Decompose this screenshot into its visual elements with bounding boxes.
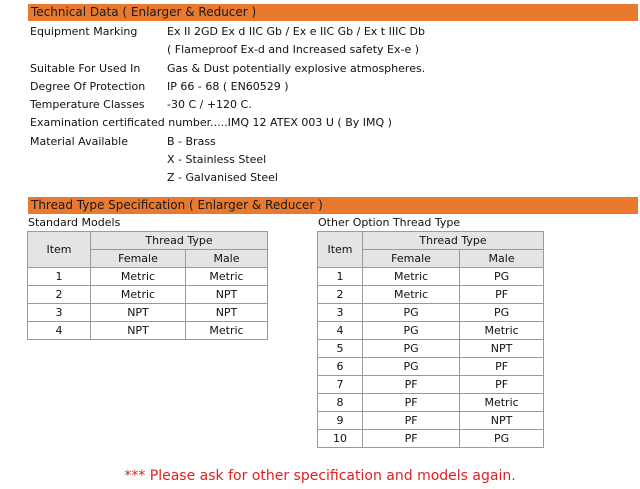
cell-item: 4 <box>318 322 363 340</box>
spec-row <box>30 41 630 59</box>
table-row <box>318 268 544 286</box>
other-option-caption: Other Option Thread Type <box>318 216 461 229</box>
cell-item: 7 <box>318 376 363 394</box>
spec-value: Ex II 2GD Ex d IIC Gb / Ex e IIC Gb / Ex t IIIC Db <box>167 25 425 38</box>
header-thread-type: Thread Type <box>91 232 268 250</box>
spec-value: ( Flameproof Ex-d and Increased safety Ex-e ) <box>167 43 420 57</box>
spec-row <box>30 151 630 169</box>
spec-value: -30 C / +120 C. <box>167 98 252 112</box>
cell-male: Metric <box>185 268 267 286</box>
table-row <box>318 394 544 412</box>
spec-label: Suitable For Used In <box>30 61 141 75</box>
cell-male: Metric <box>460 322 544 340</box>
cell-item: 1 <box>318 268 363 286</box>
thread-spec-banner: Thread Type Specification ( Enlarger & Reducer ) <box>28 197 638 214</box>
header-female: Female <box>363 250 460 268</box>
cell-item: 1 <box>28 268 91 286</box>
table-row <box>318 286 544 304</box>
spec-label: Degree Of Protection <box>30 79 146 93</box>
header-thread-type: Thread Type <box>363 232 544 250</box>
cell-male: NPT <box>460 412 544 430</box>
spec-row <box>30 114 630 132</box>
cell-female: PF <box>363 394 460 412</box>
cell-male: NPT <box>185 304 267 322</box>
table-row <box>28 286 268 304</box>
cell-male: Metric <box>460 394 544 412</box>
cell-female: Metric <box>363 286 460 304</box>
standard-models-caption: Standard Models <box>28 216 121 229</box>
spec-row <box>30 78 630 96</box>
cell-female: PF <box>363 412 460 430</box>
table-row <box>318 412 544 430</box>
cell-item: 6 <box>318 358 363 376</box>
spec-value: Gas & Dust potentially explosive atmospheres. <box>167 61 426 75</box>
footer-note: *** Please ask for other specification and models again. <box>124 468 516 484</box>
table-row <box>318 340 544 358</box>
header-item: Item <box>318 232 363 268</box>
cell-item: 3 <box>28 304 91 322</box>
cell-male: PF <box>460 286 544 304</box>
cell-female: Metric <box>363 268 460 286</box>
table-row <box>28 304 268 322</box>
spec-text: Examination certificated number.....IMQ 12 ATEX 003 U ( By IMQ ) <box>30 116 392 130</box>
other-option-table <box>317 231 544 448</box>
cell-female: NPT <box>91 304 186 322</box>
cell-item: 4 <box>28 322 91 340</box>
table-row <box>318 304 544 322</box>
cell-female: Metric <box>91 268 186 286</box>
cell-female: PG <box>363 322 460 340</box>
table-row <box>318 430 544 448</box>
cell-male: Metric <box>185 322 267 340</box>
cell-female: PF <box>363 376 460 394</box>
cell-female: PG <box>363 304 460 322</box>
cell-female: PG <box>363 340 460 358</box>
spec-row <box>30 169 630 187</box>
spec-value: B - Brass <box>167 134 216 148</box>
cell-female: PF <box>363 430 460 448</box>
cell-male: PF <box>460 358 544 376</box>
table-row <box>318 322 544 340</box>
table-row <box>28 322 268 340</box>
cell-male: PF <box>460 376 544 394</box>
cell-item: 3 <box>318 304 363 322</box>
cell-male: NPT <box>460 340 544 358</box>
header-female: Female <box>91 250 186 268</box>
spec-value: IP 66 - 68 ( EN60529 ) <box>167 79 289 93</box>
cell-male: PG <box>460 430 544 448</box>
spec-row <box>30 23 630 41</box>
header-male: Male <box>460 250 544 268</box>
cell-female: NPT <box>91 322 186 340</box>
spec-label: Equipment Marking <box>30 25 138 38</box>
spec-label: Material Available <box>30 134 128 148</box>
cell-item: 2 <box>28 286 91 304</box>
cell-male: PG <box>460 304 544 322</box>
cell-male: NPT <box>185 286 267 304</box>
cell-item: 2 <box>318 286 363 304</box>
cell-female: Metric <box>91 286 186 304</box>
table-row <box>318 376 544 394</box>
cell-item: 8 <box>318 394 363 412</box>
spec-label: Temperature Classes <box>30 98 145 112</box>
cell-item: 9 <box>318 412 363 430</box>
header-male: Male <box>185 250 267 268</box>
spec-value: Z - Galvanised Steel <box>167 171 278 185</box>
spec-row <box>30 60 630 78</box>
technical-data-banner: Technical Data ( Enlarger & Reducer ) <box>28 4 638 21</box>
cell-item: 5 <box>318 340 363 358</box>
spec-row <box>30 96 630 114</box>
technical-data-list <box>30 23 630 188</box>
cell-item: 10 <box>318 430 363 448</box>
spec-row <box>30 133 630 151</box>
standard-models-table <box>27 231 268 340</box>
table-row <box>318 358 544 376</box>
cell-female: PG <box>363 358 460 376</box>
spec-value: X - Stainless Steel <box>167 153 267 167</box>
cell-male: PG <box>460 268 544 286</box>
table-row <box>28 268 268 286</box>
header-item: Item <box>28 232 91 268</box>
